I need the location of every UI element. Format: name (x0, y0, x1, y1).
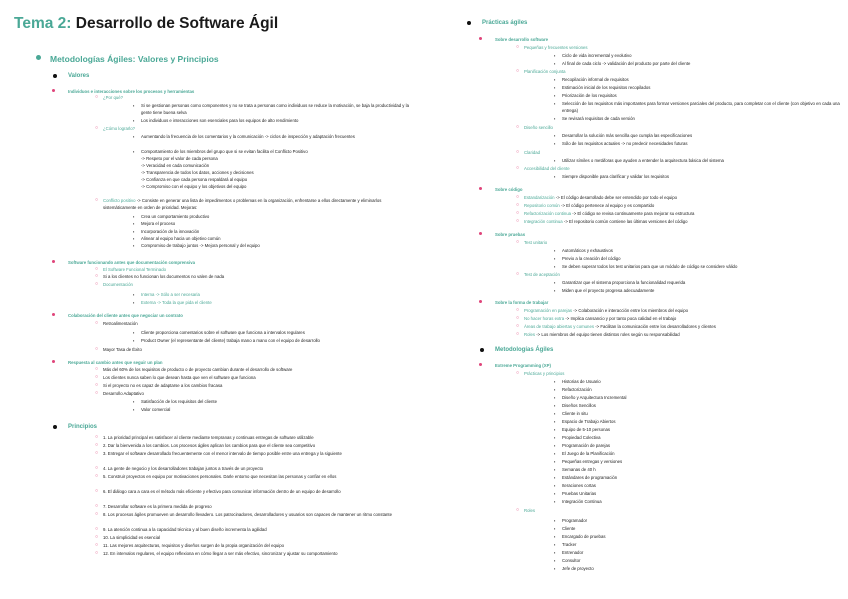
principle-item: ○ 3. Entregar el software desarrollado frecuentemente con el menor intervalo de tiempo posible entre una entrega y la siguiente (95, 450, 342, 456)
list-item: ▪ Previo a la creación del código (554, 256, 621, 261)
list-item: ▪ Cliente (554, 526, 576, 531)
list-item: ○ Documentación (95, 281, 133, 287)
list-item: ▪ Los individuos e interacciones son esenciales para los equipos de alto rendimiento (133, 118, 299, 123)
list-item: ▪ Garantizar que el sistema proporciona la funcionalidad requerida (554, 280, 686, 285)
bullet-icon (479, 300, 482, 303)
conflicto-positivo: ○ Conflicto positivo -> Consiste en generar una lista de impedimentos o problemas en la organización, enfrentarse a ellos directamente y eliminarlos sistemáticamente en orden de prioridad. Mejoras: (95, 197, 382, 210)
sobre-trabajar: Sobre la forma de trabajar (495, 300, 548, 305)
list-item: -> Respeto por el valor de cada persona (141, 156, 218, 161)
list-item: ○ Estandarización -> El código desarrollado debe ser entendido por todo el equipo (516, 194, 678, 200)
subheading-principios: Principios (68, 424, 97, 430)
list-item: ▪ Historias de Usuario (554, 379, 601, 384)
list-item: ▪ Product Owner (el representante del cliente) trabaja mano a mano con el equipo de desarrollo (133, 338, 320, 343)
list-item: ▪ Interna -> Sólo a ser necesaria (133, 292, 200, 297)
list-item: ▪ Pequeñas entregas y versiones (554, 459, 623, 464)
list-item: ○ Más del 60% de los requisitos de producto o de proyecto cambian durante el desarrollo de software (95, 366, 293, 372)
value-respuesta: Respuesta al cambio antes que seguir un plan (68, 360, 163, 365)
list-item: ▪ Comportamiento de los miembros del grupo que si se evitan facilita el Conflicto Positivo (133, 149, 308, 154)
subheading-valores: Valores (68, 73, 89, 79)
list-item: ▪ Propiedad Colectiva (554, 435, 601, 440)
bullet-icon (52, 89, 55, 92)
principle-item: ○ 2. Dar la bienvenida a los cambios. Los procesos ágiles aplican los cambios para que el cliente sea competitivo (95, 442, 316, 448)
list-item: ▪ Programador (554, 518, 588, 523)
heading-practicas: Prácticas ágiles (482, 20, 527, 26)
principle-item: ○ 6. El diálogo cara a cara es el método más eficiente y efectivo para comunicar información dentro de un equipo de desarrollo (95, 488, 341, 494)
principle-item: ○ 11. Las mejores arquitecturas, requisitos y diseños surgen de la propia organización del equipo (95, 542, 284, 548)
list-item: ▪ Entrenador (554, 550, 584, 555)
heading-metodologias: Metodologías Ágiles (495, 347, 553, 353)
list-item: ▪ Pruebas Unitarias (554, 491, 597, 496)
list-item: ▪ Cliente in situ (554, 411, 588, 416)
page-title (14, 15, 278, 33)
list-item: ▪ Alinear al equipo hacia un objetivo común (133, 236, 221, 241)
sobre-codigo: Sobre código (495, 187, 522, 192)
value-colaboracion: Colaboración del cliente antes que negociar un contrato (68, 313, 183, 318)
bullet-icon (479, 363, 482, 366)
bullet-icon (479, 187, 482, 190)
list-item: ▪ Utilizar símiles o metáforas que ayuden a entender la arquitectura básica del sistema (554, 158, 724, 163)
bullet-icon (467, 21, 471, 25)
list-item: -> Veracidad en cada comunicación (141, 163, 210, 168)
list-item: ▪ Selección de los requisitos más importantes para formar versiones parciales del producto, para completar con el cliente (con objetivo en cada una entrega) (554, 101, 840, 113)
xp-heading: Extreme Programming (XP) (495, 363, 551, 368)
list-item: -> Confianza en que cada persona respaldará al equipo (141, 177, 248, 182)
principle-item: ○ 7. Desarrollar software es la primera medida de progreso (95, 503, 212, 509)
list-item: ○ Los clientes nunca saben lo que desean hasta que ven el software que funciona (95, 374, 256, 380)
list-item: ▪ El Juego de la Planificación (554, 451, 615, 456)
list-item: ○ Claridad (516, 149, 541, 155)
list-item: ▪ Cliente proporciona comentarios sobre el software que funciona a intervalos regulares (133, 330, 305, 335)
list-item: ○ No hacer horas extra -> Implica cansancio y por tanto poca calidad en el trabajo (516, 315, 677, 321)
list-item: ▪ Mejora el proceso (133, 221, 176, 226)
bullet-icon (53, 425, 57, 429)
list-item: ○ Planificación conjunta (516, 68, 566, 74)
principle-item: ○ 1. La prioridad principal es satisfacer al cliente mediante tempranas y continuas entregas de software utilizable (95, 434, 314, 440)
list-item: ○ Pequeñas y frecuentes versiones (516, 44, 588, 50)
list-item: ○ Integración continua -> El repositorio común contiene las últimas versiones del código (516, 218, 688, 224)
list-item: ○ Si a los clientes no funcionan los documentos no valen de nada (95, 273, 225, 279)
list-item: ▪ Incorporación de la innovación (133, 229, 200, 234)
principle-item: ○ 4. La gente de negocio y los desarrolladores trabajan juntos a través de un proyecto (95, 465, 264, 471)
list-item: ○ Repositorio común -> El código pertenece al equipo y es compartido (516, 202, 655, 208)
list-item: ▪ Semanas de 40 h (554, 467, 596, 472)
bullet-icon (36, 55, 41, 60)
list-item: ○ El Software Funcional Terminado (95, 266, 166, 272)
bullet-icon (52, 260, 55, 263)
bullet-icon (52, 313, 55, 316)
list-item: ○ Prácticas y principios (516, 370, 565, 376)
list-item: ○ Si el proyecto no es capaz de adaptarse a los cambios fracasa (95, 382, 223, 388)
list-item: ○ Roles -> Los miembros del equipo tienen distintos roles según su responsabilidad (516, 331, 680, 337)
list-item: ▪ Encargado de pruebas (554, 534, 606, 539)
bullet-icon (480, 348, 484, 352)
bullet-icon (52, 360, 55, 363)
list-item: ▪ Valor comercial (133, 407, 171, 412)
list-item: ▪ Tracker (554, 542, 577, 547)
list-item: ○ Desarrollo Adaptativo (95, 390, 144, 396)
list-item: ○ Refactorización continua -> El código se revisa continuamente para mejorar su estructura (516, 210, 695, 216)
bullet-icon (479, 37, 482, 40)
list-item: ▪ Se revisará requisitos de cada versión (554, 116, 635, 121)
bullet-icon (479, 232, 482, 235)
list-item: ▪ Refactorización (554, 387, 592, 392)
list-item: ▪ Estimación inicial de los requisitos recopilados (554, 85, 651, 90)
principle-item: ○ 10. La simplicidad es esencial (95, 534, 161, 540)
list-item: ▪ Siempre disponible para clarificar y validar los requisitos (554, 174, 669, 179)
list-item: ○ Accesibilidad del cliente (516, 165, 570, 171)
list-item: -> Transparencia de todos los datos, acciones y decisiones (141, 170, 254, 175)
list-item: ▪ Ciclo de vida incremental y evolutivo (554, 53, 632, 58)
list-item: ▪ Priorización de los requisitos (554, 93, 617, 98)
sobre-pruebas: Sobre pruebas (495, 232, 525, 237)
title-text: Desarrollo de Software Ágil (75, 15, 279, 32)
principle-item: ○ 9. La atención continua a la capacidad técnica y al buen diseño incrementa la agilidad (95, 526, 267, 532)
list-item: ▪ Satisfacción de los requisitos del cliente (133, 399, 217, 404)
label-porque: ○ ¿Por qué? (95, 94, 124, 100)
list-item: ▪ Espacio de Trabajo Abiertos (554, 419, 616, 424)
list-item: ○ Retroalimentación (95, 320, 138, 326)
list-item: ▪ Diseños Sencillos (554, 403, 596, 408)
value-software: Software funcionando antes que documentación comprensiva (68, 260, 195, 265)
list-item: ▪ Diseño y Arquitectura Incremental (554, 395, 627, 400)
list-item: ○ Áreas de trabajo abiertas y comunes -> Facilitan la comunicación entre los desarrolladores y clientes (516, 323, 716, 329)
list-item: ○ Mayor Tasa de Éxito (95, 346, 142, 352)
list-item: ○ Diseño sencillo (516, 124, 553, 130)
title-prefix: Tema 2: (14, 15, 72, 32)
value-individuos: Individuos e interacciones sobre los procesos y herramientas (68, 89, 194, 94)
principle-item: ○ 12. En intervalos regulares, el equipo reflexiona en cómo llegar a ser más efectivo, sincronizar y ajustar su comportamiento (95, 550, 338, 556)
list-item: ○ Programación en parejas -> Colaboración e interacción entre los miembros del equipo (516, 307, 688, 313)
section-metodologias: Metodologías Ágiles: Valores y Principios (50, 54, 219, 64)
list-item: -> Compromiso con el equipo y los objetivos del equipo (141, 184, 247, 189)
list-item: ▪ Al final de cada ciclo -> validación del producto por parte del cliente (554, 61, 691, 66)
bullet-icon (53, 74, 57, 78)
list-item: ▪ Consultor (554, 558, 581, 563)
list-item: ○ Test unitario (516, 239, 548, 245)
list-item: ▪ Integración Continua (554, 499, 602, 504)
list-item: ▪ Jefe de proyecto (554, 566, 594, 571)
list-item: ▪ Sólo de los requisitos actuales -> no predecir necesidades futuras (554, 141, 688, 146)
list-item: ▪ Compromiso de trabajo juntos -> Mejora personal y del equipo (133, 243, 260, 248)
list-item: ○ Roles (516, 507, 535, 513)
list-item: ▪ Programación de parejas (554, 443, 611, 448)
list-item: ▪ Recopilación informal de requisitos (554, 77, 629, 82)
list-item: ▪ Miden que el proyecto progresa adecuadamente (554, 288, 655, 293)
list-item: ▪ Estándares de programación (554, 475, 618, 480)
principle-item: ○ 8. Los procesos ágiles promueven un desarrollo llevadero. Los patrocinadores, desarrolladores y usuarios son capaces de mantener un ritmo constante (95, 511, 393, 517)
list-item: ▪ Se deben superar todos los test unitarios para que un módulo de código se considere válido (554, 264, 738, 269)
list-item: ○ Test de aceptación (516, 271, 560, 277)
sobre-software: Sobre desarrollo software (495, 37, 548, 42)
list-item: ▪ Equipo de 5-10 personas (554, 427, 611, 432)
label-como: ○ ¿Cómo lograrlo? (95, 125, 136, 131)
list-item: ▪ Iteraciones cortas (554, 483, 596, 488)
list-item: ▪ Crea un comportamiento productivo (133, 214, 210, 219)
list-item: ▪ Desarrollar la solución más sencilla que cumpla las especificaciones (554, 133, 693, 138)
principle-item: ○ 5. Construir proyectos en equipo por motivaciones personales. Darle entorno que necesitan las personas y confiar en ellos (95, 473, 337, 479)
list-item: ▪ Aumentando la frecuencia de los comentarios y la comunicación -> ciclos de inspección y adaptación frecuentes (133, 134, 355, 139)
list-item: ▪ Si se gestionan personas como componentes y no se trata a personas como individuos se reduce la motivación, se baja la productividad y la gente tiene buena selva (133, 103, 409, 115)
list-item: ▪ Automáticos y exhaustivos (554, 248, 613, 253)
list-item: ▪ Externa -> Toda la que pida el cliente (133, 300, 212, 305)
